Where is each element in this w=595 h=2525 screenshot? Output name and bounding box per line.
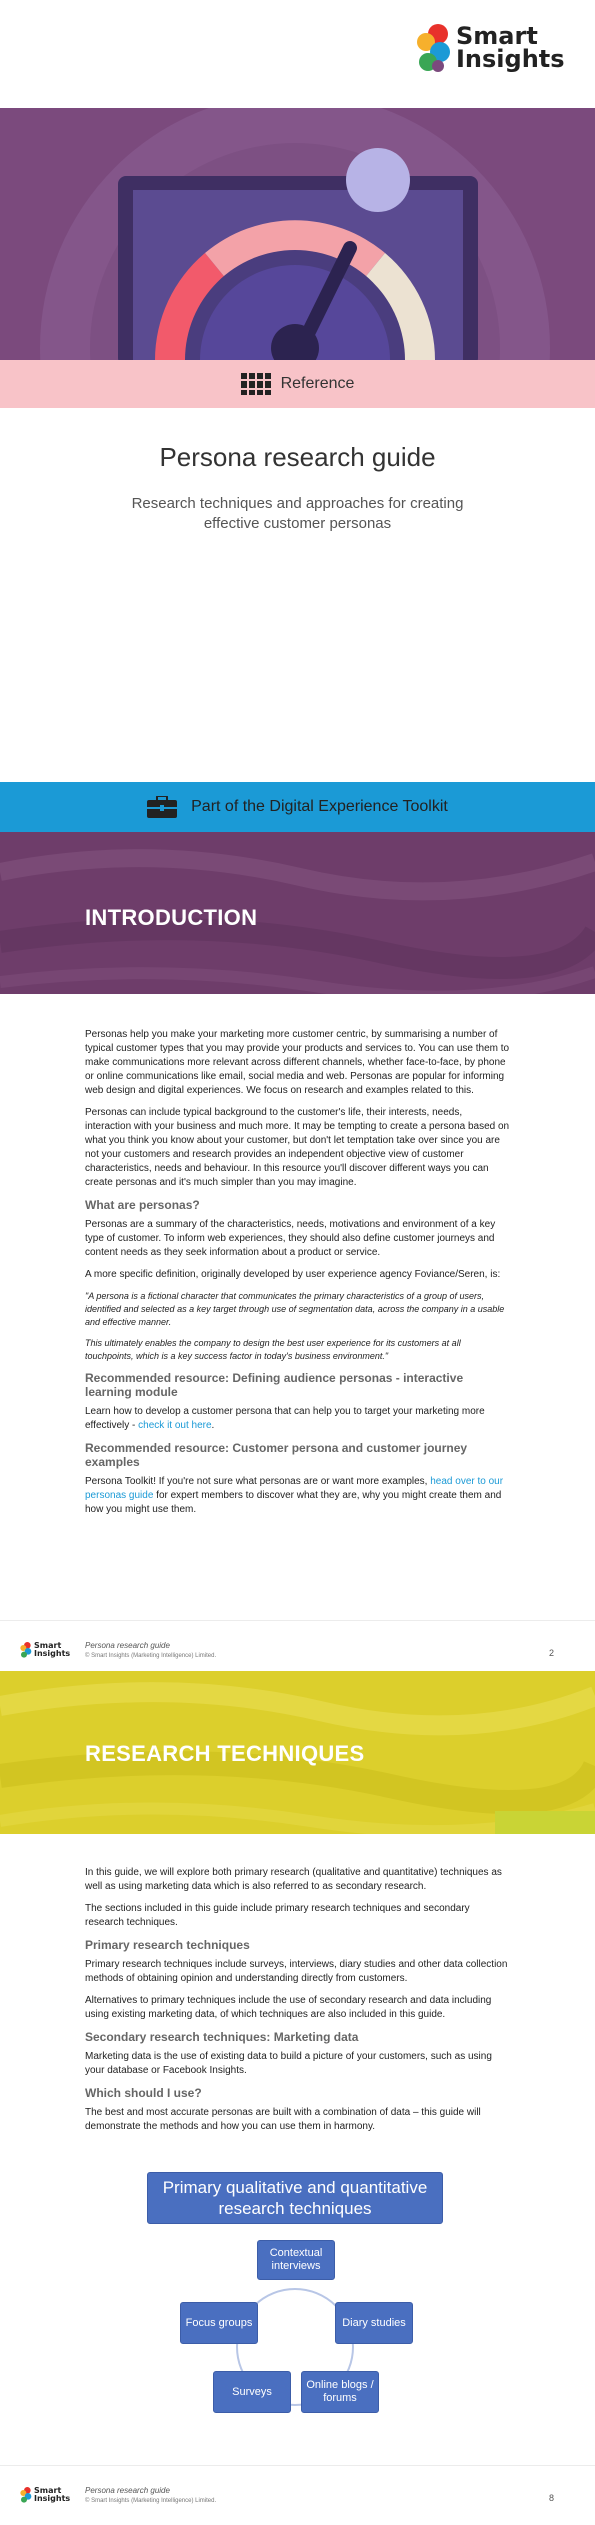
toolkit-band[interactable]	[0, 782, 595, 832]
brand-line1: Smart	[456, 22, 538, 51]
page-number: 8	[549, 2493, 555, 2503]
books-icon	[241, 373, 271, 395]
intro-paragraph: A more specific definition, originally developed by user experience agency Foviance/Seren, is:	[85, 1269, 501, 1280]
diagram-node-surveys: Surveys	[213, 2371, 291, 2413]
what-are-personas-heading: What are personas?	[85, 1198, 200, 1212]
hero-illustration	[0, 108, 595, 360]
reference-band	[0, 360, 595, 408]
brand-line2: Insights	[456, 45, 565, 73]
page-title: Persona research guide	[159, 442, 436, 472]
research-paragraph: Alternatives to primary techniques include the use of secondary research and data including using existing marketing data, of which techniques are also included in this guide.	[85, 1995, 492, 2020]
research-band	[0, 1671, 595, 1834]
research-body	[85, 1866, 510, 2142]
which-should-i-use-heading: Which should I use?	[85, 2086, 202, 2100]
intro-paragraph	[85, 1475, 510, 1517]
primary-research-heading: Primary research techniques	[85, 1938, 250, 1952]
resource-text: for expert members to discover what they are, why you might create them and how you might use them.	[85, 1490, 502, 1515]
footer-copyright: © Smart Insights (Marketing Intelligence) Limited.	[85, 1653, 217, 1659]
research-paragraph: The best and most accurate personas are built with a combination of data – this guide will demonstrate the methods and how you can use them in harmony.	[85, 2107, 481, 2132]
footer-doc-title: Persona research guide	[85, 2486, 170, 2495]
check-it-out-link[interactable]: check it out here	[138, 1420, 212, 1431]
brand-logo-icon	[416, 20, 452, 76]
resource-text: Learn how to develop a customer persona that can help you to target your marketing more effectively -	[85, 1406, 485, 1431]
speedometer-illustration	[0, 108, 595, 360]
brand-logo	[416, 20, 565, 76]
intro-band	[0, 832, 595, 994]
personas-guide-link[interactable]: head over to our personas guide	[85, 1476, 504, 1501]
footer-brand-line1: Smart	[34, 1641, 62, 1651]
page-footer	[0, 1620, 595, 1660]
research-paragraph: In this guide, we will explore both primary research (qualitative and quantitative) techniques as well as using marketing data which is also referred to as secondary research.	[85, 1867, 502, 1892]
reference-label: Reference	[280, 375, 355, 392]
intro-paragraph: Personas help you make your marketing more customer centric, by summarising a number of typical customer types that you may provide your products and services to. You can use them to make communications more relevant across different channels, whether face-to-face, by phone or online communications like email, social media and web. Personas are popular for informing web design and digital experiences. We focus on research and examples related to this.	[85, 1029, 510, 1096]
footer-brand-line2: Insights	[34, 1649, 71, 1658]
research-techniques-diagram	[130, 2172, 460, 2427]
resource-text: Persona Toolkit! If you're not sure what personas are or want more examples,	[85, 1476, 431, 1487]
footer-divider	[0, 2465, 595, 2466]
footer-copyright: © Smart Insights (Marketing Intelligence) Limited.	[85, 2498, 217, 2504]
diagram-title-box: Primary qualitative and quantitative research techniques	[147, 2172, 443, 2224]
resource-text: .	[211, 1420, 215, 1431]
research-heading: RESEARCH TECHNIQUES	[85, 1741, 365, 1766]
footer-logo	[20, 2485, 70, 2505]
footer-logo-icon	[20, 2485, 32, 2505]
resource-heading-learning-module: Recommended resource: Defining audience personas - interactive learning module	[85, 1371, 464, 1399]
research-paragraph: The sections included in this guide include primary research techniques and secondary research techniques.	[85, 1903, 470, 1928]
footer-doc-title: Persona research guide	[85, 1641, 170, 1650]
page-subtitle: Research techniques and approaches for creating effective customer personas	[131, 495, 464, 532]
resource-heading-journey-examples: Recommended resource: Customer persona and customer journey examples	[85, 1441, 468, 1469]
intro-body	[85, 1028, 510, 1525]
footer-brand-line2: Insights	[34, 2494, 71, 2503]
research-paragraph: Primary research techniques include surveys, interviews, diary studies and other data collection methods of obtaining opinion and understanding directly from customers.	[85, 1959, 508, 1984]
diagram-node-online-blogs-forums: Online blogs / forums	[301, 2371, 379, 2413]
diagram-node-diary-studies: Diary studies	[335, 2302, 413, 2344]
footer-divider	[0, 1620, 595, 1621]
persona-definition-quote: This ultimately enables the company to design the best user experience for its customers at all touchpoints, which is a key success factor in today's business environment."	[85, 1338, 461, 1361]
page-number: 2	[549, 1648, 555, 1658]
research-paragraph: Marketing data is the use of existing data to build a picture of your customers, such as using your database or Facebook Insights.	[85, 2051, 492, 2076]
persona-definition-quote: "A persona is a fictional character that communicates the primary characteristics of a group of users, identified and selected as a key target through use of segmentation data, across the company in a usable and effective manner.	[85, 1291, 505, 1327]
diagram-node-focus-groups: Focus groups	[180, 2302, 258, 2344]
intro-paragraph: Personas can include typical background to the customer's life, their interests, needs, interaction with your business and much more. It may be tempting to create a persona based on what you think you know about your customer, but don't let temptation take over since you are not your customers and research provides an independent objective view of customer characteristics, needs and behaviour. In this resource you'll discover different ways you can create personas and it's much simpler than you may imagine.	[85, 1107, 510, 1188]
page-footer	[0, 2465, 595, 2505]
footer-logo	[20, 1640, 70, 1660]
briefcase-icon	[147, 796, 177, 818]
footer-brand-line1: Smart	[34, 2486, 62, 2496]
toolkit-label: Part of the Digital Experience Toolkit	[191, 798, 448, 815]
intro-paragraph	[85, 1405, 510, 1433]
diagram-node-contextual-interviews: Contextual interviews	[257, 2240, 335, 2280]
secondary-research-heading: Secondary research techniques: Marketing data	[85, 2030, 359, 2044]
intro-paragraph: Personas are a summary of the characteristics, needs, motivations and environment of a key type of customer. To inform web experiences, they should also define customer journeys and content needs as they seek information about a product or service.	[85, 1219, 496, 1258]
intro-heading: INTRODUCTION	[85, 905, 258, 930]
footer-logo-icon	[20, 1640, 32, 1660]
